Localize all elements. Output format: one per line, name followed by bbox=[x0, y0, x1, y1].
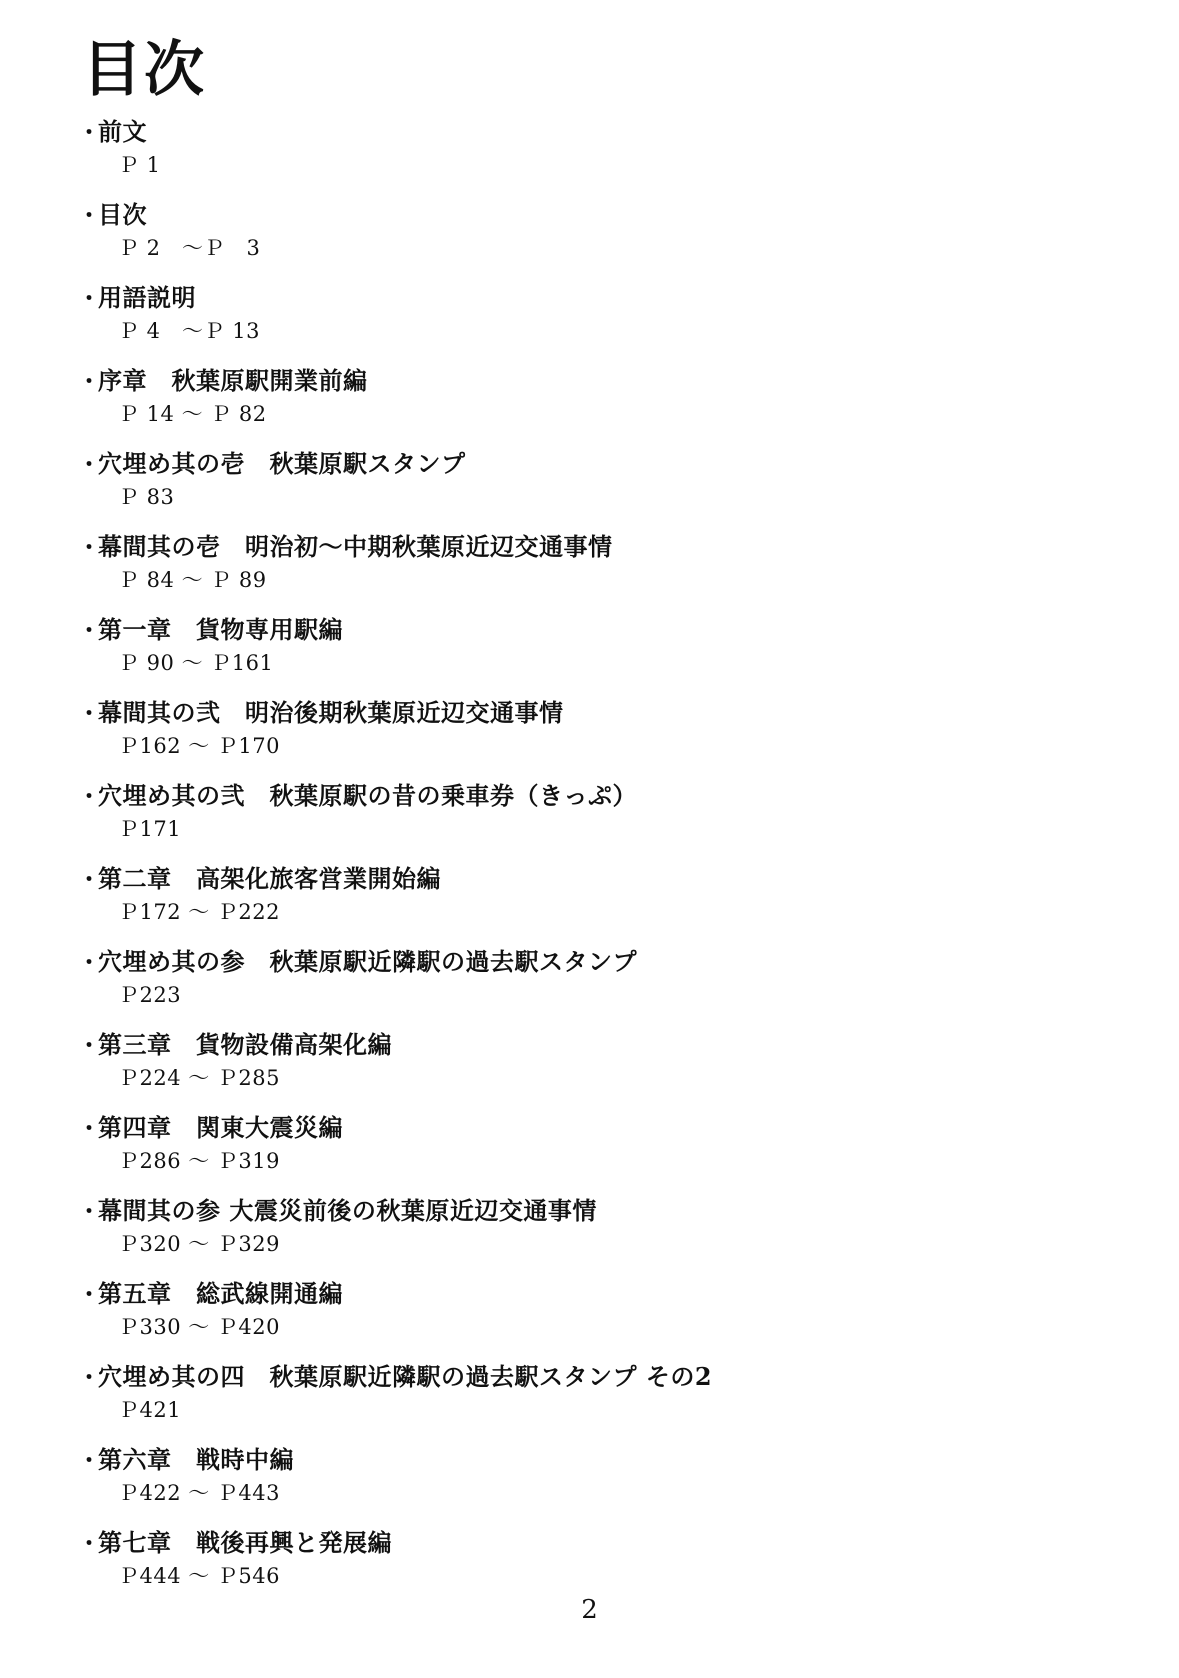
toc-entry-title: 序章 秋葉原駅開業前編 bbox=[98, 366, 368, 395]
toc-entry-line bbox=[78, 1276, 1118, 1312]
table-of-contents bbox=[78, 114, 1118, 1602]
toc-entry-title: 第一章 貨物専用駅編 bbox=[98, 615, 343, 644]
toc-entry-pages: Ｐ172 ～ Ｐ222 bbox=[118, 900, 281, 924]
bullet-marker: ・ bbox=[78, 1116, 101, 1142]
toc-entry-line bbox=[78, 944, 1118, 980]
toc-entry bbox=[78, 1442, 1118, 1519]
toc-entry bbox=[78, 197, 1118, 274]
toc-entry bbox=[78, 529, 1118, 606]
bullet-marker: ・ bbox=[78, 784, 101, 810]
toc-entry-title: 前文 bbox=[98, 117, 147, 146]
bullet-marker: ・ bbox=[78, 120, 101, 146]
toc-entry bbox=[78, 280, 1118, 357]
toc-entry-title: 幕間其の壱 明治初～中期秋葉原近辺交通事情 bbox=[98, 532, 613, 561]
toc-entry-line bbox=[78, 861, 1118, 897]
toc-entry-line bbox=[78, 1442, 1118, 1478]
bullet-marker: ・ bbox=[78, 369, 101, 395]
toc-entry bbox=[78, 778, 1118, 855]
toc-entry-line bbox=[78, 612, 1118, 648]
bullet-marker: ・ bbox=[78, 867, 101, 893]
toc-entry-pages: Ｐ421 bbox=[118, 1398, 182, 1422]
toc-entry-line bbox=[78, 1110, 1118, 1146]
toc-entry-pages: Ｐ320 ～ Ｐ329 bbox=[118, 1232, 281, 1256]
toc-entry bbox=[78, 1525, 1118, 1602]
bullet-marker: ・ bbox=[78, 1033, 101, 1059]
toc-entry-line bbox=[78, 695, 1118, 731]
toc-entry bbox=[78, 114, 1118, 191]
toc-entry-title: 第四章 関東大震災編 bbox=[98, 1113, 343, 1142]
toc-entry-title: 穴埋め其の弐 秋葉原駅の昔の乗車券（きっぷ） bbox=[98, 781, 637, 810]
bullet-marker: ・ bbox=[78, 203, 101, 229]
toc-entry-title: 第五章 総武線開通編 bbox=[98, 1279, 343, 1308]
toc-entry-pages: Ｐ162 ～ Ｐ170 bbox=[118, 734, 281, 758]
page-number: 2 bbox=[581, 1595, 598, 1625]
toc-entry-line bbox=[78, 1193, 1118, 1229]
bullet-marker: ・ bbox=[78, 1365, 101, 1391]
toc-entry-pages: Ｐ286 ～ Ｐ319 bbox=[118, 1149, 281, 1173]
toc-entry bbox=[78, 446, 1118, 523]
toc-entry-title: 目次 bbox=[98, 200, 147, 229]
toc-entry-pages: Ｐ 14 ～ Ｐ 82 bbox=[118, 402, 267, 426]
toc-entry-pages: Ｐ330 ～ Ｐ420 bbox=[118, 1315, 281, 1339]
toc-entry-title: 幕間其の弐 明治後期秋葉原近辺交通事情 bbox=[98, 698, 564, 727]
toc-entry-line bbox=[78, 114, 1118, 150]
bullet-marker: ・ bbox=[78, 618, 101, 644]
toc-entry-title: 幕間其の参 大震災前後の秋葉原近辺交通事情 bbox=[98, 1196, 597, 1225]
page-title: 目次 bbox=[82, 35, 206, 105]
toc-entry-line bbox=[78, 446, 1118, 482]
toc-entry-line bbox=[78, 529, 1118, 565]
toc-entry-line bbox=[78, 1359, 1118, 1395]
toc-entry-title: 第二章 高架化旅客営業開始編 bbox=[98, 864, 441, 893]
toc-entry-title: 穴埋め其の壱 秋葉原駅スタンプ bbox=[98, 449, 466, 478]
bullet-marker: ・ bbox=[78, 1448, 101, 1474]
toc-entry-pages: Ｐ 2 ～Ｐ 3 bbox=[118, 236, 261, 260]
bullet-marker: ・ bbox=[78, 535, 101, 561]
toc-entry-pages: Ｐ 84 ～ Ｐ 89 bbox=[118, 568, 267, 592]
bullet-marker: ・ bbox=[78, 1531, 101, 1557]
toc-entry-line bbox=[78, 778, 1118, 814]
toc-entry-title: 用語説明 bbox=[98, 283, 196, 312]
toc-entry-pages: Ｐ 90 ～ Ｐ161 bbox=[118, 651, 274, 675]
toc-entry bbox=[78, 1276, 1118, 1353]
toc-entry bbox=[78, 1359, 1118, 1436]
toc-entry bbox=[78, 1110, 1118, 1187]
bullet-marker: ・ bbox=[78, 1282, 101, 1308]
toc-entry-line bbox=[78, 1027, 1118, 1063]
bullet-marker: ・ bbox=[78, 701, 101, 727]
toc-entry bbox=[78, 1027, 1118, 1104]
toc-entry-pages: Ｐ171 bbox=[118, 817, 182, 841]
toc-entry-pages: Ｐ422 ～ Ｐ443 bbox=[118, 1481, 281, 1505]
toc-entry-line bbox=[78, 363, 1118, 399]
toc-entry-pages: Ｐ223 bbox=[118, 983, 182, 1007]
bullet-marker: ・ bbox=[78, 1199, 101, 1225]
toc-entry bbox=[78, 944, 1118, 1021]
toc-entry-pages: Ｐ 1 bbox=[118, 153, 161, 177]
toc-entry-title: 穴埋め其の四 秋葉原駅近隣駅の過去駅スタンプ その2 bbox=[98, 1362, 713, 1391]
bullet-marker: ・ bbox=[78, 950, 101, 976]
toc-entry bbox=[78, 612, 1118, 689]
toc-entry bbox=[78, 861, 1118, 938]
toc-entry-title: 第三章 貨物設備高架化編 bbox=[98, 1030, 392, 1059]
bullet-marker: ・ bbox=[78, 286, 101, 312]
toc-entry-line bbox=[78, 197, 1118, 233]
toc-entry-title: 第六章 戦時中編 bbox=[98, 1445, 294, 1474]
toc-entry bbox=[78, 695, 1118, 772]
toc-entry-line bbox=[78, 280, 1118, 316]
toc-entry-title: 穴埋め其の参 秋葉原駅近隣駅の過去駅スタンプ bbox=[98, 947, 637, 976]
toc-entry-pages: Ｐ224 ～ Ｐ285 bbox=[118, 1066, 281, 1090]
toc-entry bbox=[78, 363, 1118, 440]
toc-entry-title: 第七章 戦後再興と発展編 bbox=[98, 1528, 392, 1557]
toc-entry-pages: Ｐ 83 bbox=[118, 485, 175, 509]
toc-entry-pages: Ｐ444 ～ Ｐ546 bbox=[118, 1564, 281, 1588]
toc-entry-line bbox=[78, 1525, 1118, 1561]
toc-entry bbox=[78, 1193, 1118, 1270]
toc-entry-pages: Ｐ 4 ～Ｐ 13 bbox=[118, 319, 260, 343]
bullet-marker: ・ bbox=[78, 452, 101, 478]
